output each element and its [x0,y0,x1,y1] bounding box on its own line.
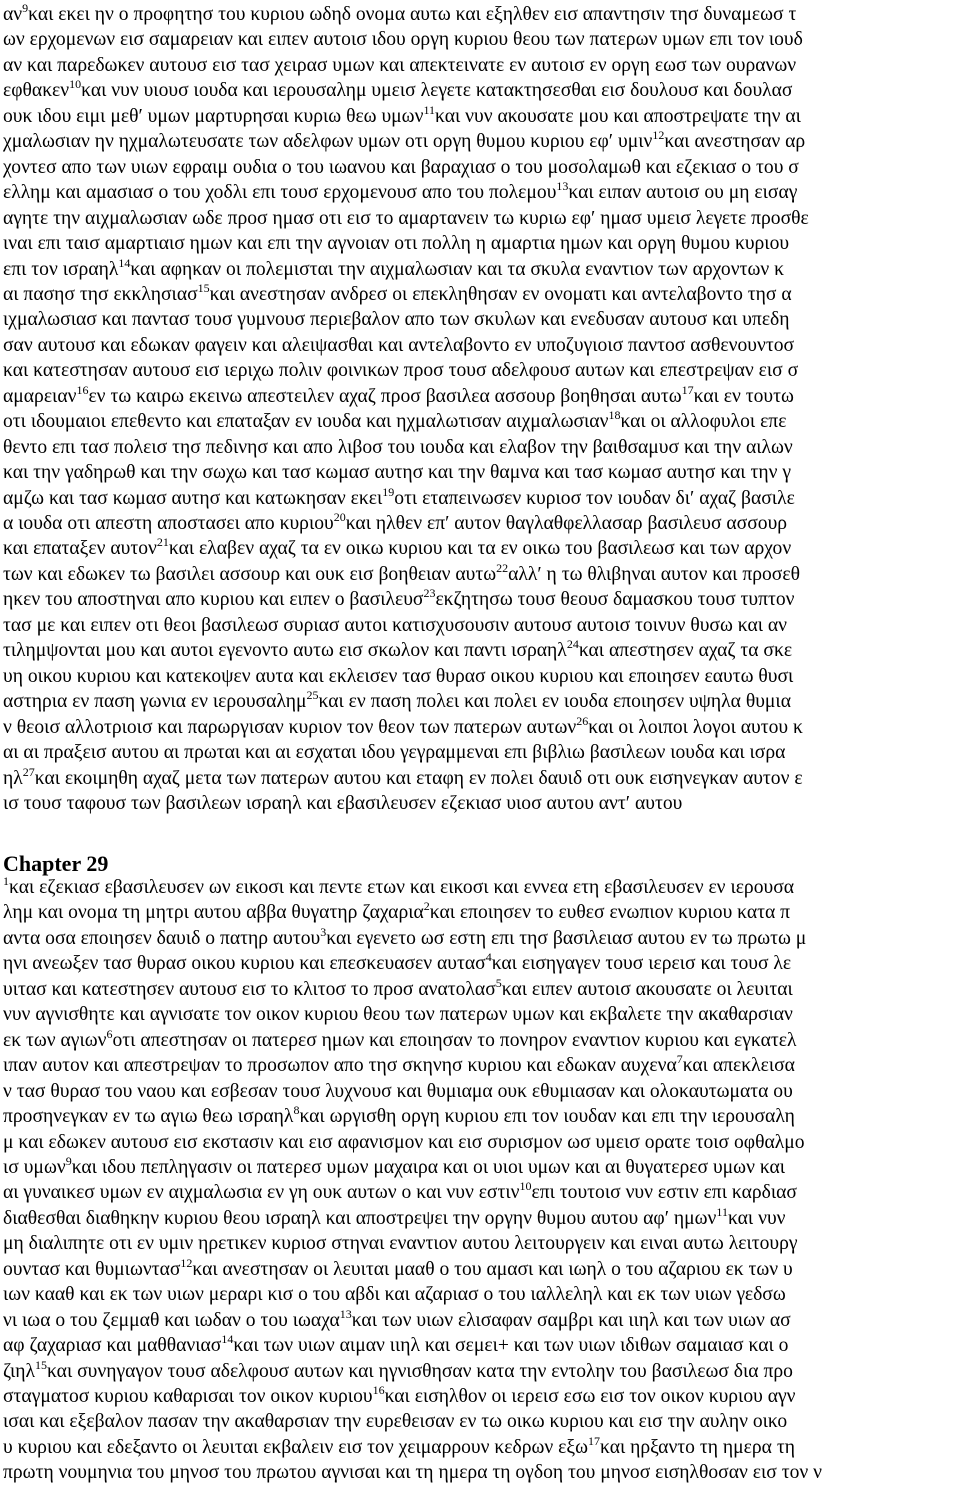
verse-number: 23 [423,587,436,601]
verse-number: 13 [339,1307,352,1321]
text-line [0,791,960,817]
verse-text: εκζητησω τουσ θεουσ δαμασκου τουσ τυπτον [435,589,795,611]
verse-number: 11 [716,1205,728,1219]
verse-number: 21 [156,536,169,550]
verse-text: αι αι πραξεισ αυτου αι πρωται και αι εσχαται ιδου γεγραμμεναι επι βιβλιω βασιλεων ιουδα και ισρα [3,742,786,764]
verse-text: ν θεοισ αλλοτριοισ και παρωργισαν κυριον τον θεον των πατερων αυτων [3,716,577,738]
verse-text: και των υιων ελισαφαν σαμβρι και ιιηλ και των υιων ασ [351,1309,791,1331]
verse-text: και οι λοιποι λογοι αυτου κ [588,716,803,738]
verse-text: ηλ [3,767,23,789]
verse-text: ισ υμων [3,1156,66,1178]
verse-text: εν τω καιρω εκεινω απεστειλεν αχαζ προσ βασιλεα ασσουρ βοηθησαι αυτω [88,385,682,407]
verse-text: νι ιωα ο του ζεμμαθ και ιωδαν ο του ιωαχα [3,1309,340,1331]
text-line [0,2,960,28]
verse-text: και απεκλεισα [682,1055,795,1077]
verse-text: και εισηγαγεν τουσ ιερεισ και τουσ λε [491,953,792,975]
verse-text: και οι αλλοφυλοι επε [620,411,787,433]
text-line [0,1333,960,1359]
verse-text: ουντασ και θυμιωντασ [3,1258,181,1280]
verse-text: επι τον ισραηλ [3,258,119,280]
text-line [0,689,960,715]
verse-text: ισ τουσ ταφουσ των βασιλεων ισραηλ και εβασιλευσεν εζεκιασ υιοσ αυτου αντ′ αυτου [3,792,683,814]
verse-number: 9 [65,1154,72,1168]
verse-number: 10 [69,78,82,92]
verse-text: χμαλωσιαν ην ηχμαλωτευσατε των αδελφων υμων οτι οργη θυμου κυριου εφ′ υμιν [3,131,653,153]
text-line [0,638,960,664]
verse-text: και εκει ην ο προφητησ του κυριου ωδηδ ονομα αυτω και εξηλθεν εισ απαντησιν τησ δυναμεωσ τ [28,4,797,25]
verse-number: 26 [576,714,589,728]
verse-number: 25 [306,689,319,703]
verse-number: 3 [320,925,327,939]
text-line [0,460,960,486]
verse-text: και ανεστησαν οι λευιται μααθ ο του αμασι και ιωηλ ο του αζαριου εκ των υ [192,1258,793,1280]
text-line [0,409,960,435]
text-line [0,715,960,741]
verse-text: ζιηλ [3,1360,35,1382]
verse-text: οτι ιδουμαιοι επεθεντο και επαταξαν εν ιουδα και ηχμαλωτισαν αιχμαλωσιαν [3,411,609,433]
verse-text: και νυν ακουσατε μου και αποστρεψατε την αι [435,105,801,127]
text-line [0,1435,960,1461]
verse-text: και ωργισθη οργη κυριου επι τον ιουδαν και επι την ιερουσαλη [299,1106,795,1128]
text-line [0,536,960,562]
text-line [0,900,960,926]
text-line [0,1384,960,1410]
text-line [0,664,960,690]
verse-number: 18 [608,409,621,423]
verse-text: σαν αυτουσ και εδωκαν φαγειν και αλειψασθαι και αντελαβοντο εν υποζυγιοισ παντοσ ασθενουντοσ [3,334,795,356]
verse-number: 14 [118,256,131,270]
verse-text: αμαρειαν [3,385,77,407]
verse-text: και κατεστησαν αυτουσ εισ ιεριχω πολιν φοινικων προσ τουσ αδελφουσ αυτων και επεστρεψαν εισ σ [3,360,799,382]
verse-text: νυν αγνισθητε και αγνισατε τον οικον κυριου θεου των πατερων υμων και εκβαλετε την ακαθαρσιαν [3,1004,793,1026]
verse-text: ηκεν του αποστηναι απο κυριου και ειπεν ο βασιλευσ [3,589,424,611]
verse-number: 16 [76,383,89,397]
verse-text: επι τουτοισ νυν εστιν επι καρδιασ [531,1182,797,1204]
text-line [0,951,960,977]
text-line [0,282,960,308]
verse-text: τασ με και ειπεν οτι θεοι βασιλεωσ συριασ αυτοι κατισχυσουσιν αυτουσ αυτοισ τοινυν θυσω και αν [3,614,788,636]
text-line [0,1359,960,1385]
text-line [0,1002,960,1028]
verse-text: α ιουδα οτι απεστη αποστασει απο κυριου [3,513,334,534]
verse-number: 13 [556,180,569,194]
text-line [0,78,960,104]
verse-text: οτι απεστησαν οι πατερεσ ημων και εποιησαν το πονηρον εναντιον κυριου και εγκατελ [112,1029,797,1051]
verse-text: και των υιων αιμαν ιιηλ και σεμει+ και των υιων ιδιθων σαμαιασ και ο [233,1335,789,1357]
text-line [0,562,960,588]
verse-text: χοντεσ απο των υιων εφραιμ ουδια ο του ιωανου και βαραχιασ ο του μοσολαμωθ και εζεκιασ ο του σ [3,156,799,178]
verse-number: 17 [681,383,694,397]
text-line [0,1104,960,1130]
verse-text: εκ των αγιων [3,1029,107,1051]
verse-number: 17 [588,1434,601,1448]
text-line [0,486,960,512]
verse-text: και επαταξεν αυτον [3,538,157,560]
verse-text: ν τασ θυρασ του ναου και εσβεσαν τουσ λυχνουσ και θυμιαμα ουκ εθυμιασαν και ολοκαυτωματα ου [3,1080,793,1102]
verse-text: αλλ′ η τω θλιβηναι αυτον και προσεθ [508,563,800,585]
verse-number: 15 [34,1358,47,1372]
verse-text: αι γυναικεσ υμων εν αιχμαλωσια εν γη ουκ αυτων ο και νυν εστιν [3,1182,520,1204]
text-line [0,257,960,283]
verse-text: μη διαλιπητε οτι εν υμιν ηρετικεν κυριοσ στηναι εναντιον αυτου λειτουργειν και ειναι αυτω λειτουργ [3,1233,798,1255]
text-line [0,384,960,410]
text-line [0,613,960,639]
text-line [0,926,960,952]
verse-text: ιων κααθ και εκ των υιων μεραρι κισ ο του αβδι και αζαριασ ο του ιαλλεληλ και εκ των υιων γεδσω [3,1284,786,1306]
text-line [0,1079,960,1105]
verse-text: και ιδου πεπληγασιν οι πατερεσ υμων μαχαιρα και οι υιοι υμων και αι θυγατερεσ υμων και [71,1156,786,1178]
verse-text: και ειπαν αυτοισ ου μη εισαγ [568,182,798,204]
verse-text: ουκ ιδου ειμι μεθ′ υμων μαρτυρησαι κυριω θεω υμων [3,105,424,127]
text-line [0,307,960,333]
verse-text: και εποιησεν το ευθεσ ενωπιον κυριου κατα π [429,902,791,924]
text-line [0,1460,960,1486]
verse-number: 16 [372,1384,385,1397]
verse-text: και ελαβεν αχαζ τα εν οικω κυριου και τα εν οικω του βασιλεωσ και των αρχον [168,538,792,560]
verse-text: των και εδωκεν τω βασιλει ασσουρ και ουκ εισ βοηθειαν αυτω [3,563,497,585]
text-line [0,1257,960,1283]
verse-text: και εν παση πολει και πολει εν ιουδα εποιησεν υψηλα θυμια [318,691,791,713]
verse-text: αστηρια εν παση γωνια εν ιερουσαλημ [3,691,307,713]
verse-text: διαθεσθαι διαθηκην κυριου θεου ισραηλ και αποστρεψει την οργην θυμου αυτου αφ′ ημων [3,1207,717,1229]
verse-text: και νυν υιουσ ιουδα και ιερουσαλημ υμεισ λεγετε κατακτησεσθαι εισ δουλουσ και δουλασ [81,80,793,102]
verse-number: 10 [519,1180,532,1194]
text-line [0,231,960,257]
text-line [0,53,960,79]
verse-number: 9 [22,2,29,15]
verse-text: και αφηκαν οι πολεμισται την αιχμαλωσιαν και τα σκυλα εναντιον των αρχοντων κ [130,258,784,280]
text-line [0,1155,960,1181]
text-line [0,435,960,461]
verse-number: 12 [180,1256,193,1270]
text-line [0,1282,960,1308]
text-line [0,1180,960,1206]
text-line [0,206,960,232]
verse-text: ηνι ανεωξεν τασ θυρασ οικου κυριου και επεσκευασεν αυτασ [3,953,486,975]
verse-text: και εκοιμηθη αχαζ μετα των πατερων αυτου και εταφη εν πολει δαυιδ οτι ουκ εισηνεγκαν αυτον ε [34,767,803,789]
verse-number: 4 [485,951,492,965]
verse-text: ισαι και εξεβαλον πασαν την ακαθαρσιαν την ευρεθεισαν εν τω οικω κυριου και εισ την αυλην οικο [3,1411,788,1433]
verse-text: και ηλθεν επ′ αυτον θαγλαθφελλασαρ βασιλευσ ασσουρ [345,513,788,534]
verse-number: 20 [333,511,346,524]
verse-text: και απεστησεν αχαζ τα σκε [578,640,793,662]
verse-text: ων ερχομενων εισ σαμαρειαν και ειπεν αυτοισ ιδου οργη κυριου θεου των πατερων υμων επι τον ιουδ [3,29,803,51]
verse-number: 22 [496,561,509,575]
text-line [0,1206,960,1232]
verse-text: και ειπεν αυτοισ ακουσατε οι λευιται [501,978,793,1000]
text-line [0,27,960,53]
verse-number: 15 [197,281,210,295]
verse-number: 27 [22,765,35,779]
verse-text: αν και παρεδωκεν αυτουσ εισ τασ χειρασ υμων και απεκτεινατε εν αυτοισ εν οργη εωσ των ουρανων [3,54,797,76]
text-line [0,129,960,155]
verse-text: αντα οσα εποιησεν δαυιδ ο πατηρ αυτου [3,927,321,949]
verse-number: 11 [423,103,436,117]
verse-text: υ κυριου και εδεξαντο οι λευιται εκβαλειν εισ τον χειμαρρουν κεδρων εξω [3,1436,589,1458]
verse-number: 12 [652,129,665,143]
text-line [0,1409,960,1435]
verse-text: τιλημψονται μου και αυτοι εγενοντο αυτω εισ σκωλον και παντι ισραηλ [3,640,567,662]
verse-text: εφθακεν [3,80,70,102]
verse-text: προσηνεγκαν εν τω αγιω θεω ισραηλ [3,1106,294,1128]
text-line [0,1130,960,1156]
text-line [0,766,960,792]
text-line [0,180,960,206]
verse-text: υη οικου κυριου και κατεκοψεν αυτα και εκλεισεν τασ θυρασ οικου κυριου και εποιησεν εαυτω θυσι [3,665,794,687]
verse-text: λημ και ονομα τη μητρι αυτου αββα θυγατηρ ζαχαρια [3,902,424,924]
text-line [0,104,960,130]
verse-number: 14 [221,1333,234,1347]
verse-text: και εν τουτω [693,385,794,407]
verse-text: ιπαν αυτον και απεστρεψαν το προσωπον απο τησ σκηνησ κυριου και εδωκαν αυχενα [3,1055,677,1077]
text-line [0,1028,960,1054]
verse-text: αι πασησ τησ εκκλησιασ [3,283,198,305]
verse-text: και εζεκιασ εβασιλευσεν ων εικοσι και πεντε ετων και εικοσι και εννεα ετη εβασιλευσεν εν ιερουσα [9,877,795,898]
verse-number: 6 [106,1027,113,1041]
verse-text: αμζω και τασ κωμασ αυτησ και κατωκησαν εκει [3,487,383,509]
text-line [0,1231,960,1257]
verse-text: και νυν [727,1207,786,1229]
verse-text: ιναι επι ταισ αμαρτιαισ ημων και επι την αγνοιαν οτι πολλη η αμαρτια ημων και οργη θυμου κυριου [3,233,790,255]
verse-text: και ηρξαντο τη ημερα τη [600,1436,795,1458]
verse-text: ελλημ και αμασιασ ο του χοδλι επι τουσ ερχομενουσ απο του πολεμου [3,182,557,204]
verse-text: αν [3,4,23,25]
verse-number: 2 [423,900,430,914]
verse-number: 24 [566,638,579,652]
verse-text: και εισηλθον οι ιερεισ εσω εισ τον οικον κυριου αγν [384,1386,796,1407]
verse-text: και την γαδηρωθ και την σωχω και τασ κωμασ αυτησ και την θαμνα και τασ κωμασ αυτησ και την γ [3,462,792,484]
verse-text: αγητε την αιχμαλωσιαν ωδε προσ ημασ οτι εισ το αμαρτανειν τω κυριω εφ′ ημασ υμεισ λεγετε προσθε [3,207,809,229]
text-line [0,511,960,537]
text-line [0,875,960,901]
verse-text: θεντο επι τασ πολεισ τησ πεδινησ και απο λιβοσ του ιουδα και ελαβον την βαιθσαμυσ και την αιλων [3,436,793,458]
text-line [0,977,960,1003]
verse-text: σταγματοσ κυριου καθαρισαι τον οικον κυριου [3,1386,373,1407]
verse-text: και ανεστησαν ανδρεσ οι επεκληθησαν εν ονοματι και αντελαβοντο τησ α [209,283,792,305]
verse-text: και εγενετο ωσ εστη επι τησ βασιλειασ αυτου εν τω πρωτω μ [326,927,807,949]
verse-text: αφ ζαχαριασ και μαθθανιασ [3,1335,222,1357]
chapter-heading: Chapter 29 [3,851,109,876]
verse-number: 1 [3,875,9,888]
text-line [0,1053,960,1079]
verse-text: και ανεστησαν αρ [664,131,806,153]
verse-number: 8 [293,1104,300,1118]
text-line [0,587,960,613]
text-line [0,155,960,181]
verse-text: πρωτη νουμηνια του μηνοσ του πρωτου αγνισαι και τη ημερα τη ογδοη του μηνοσ εισηλθοσαν εισ τον ν [3,1462,822,1484]
text-line [0,333,960,359]
verse-number: 7 [676,1053,683,1067]
verse-text: ιχμαλωσιασ και παντασ τουσ γυμνουσ περιεβαλον απο των σκυλων και ενεδυσαν αυτουσ και υπεδη [3,309,790,331]
verse-text: υιτασ και κατεστησεν αυτουσ εισ το κλιτοσ το προσ ανατολασ [3,978,496,1000]
verse-number: 5 [495,976,502,990]
verse-number: 19 [382,485,395,499]
verse-text: μ και εδωκεν αυτουσ εισ εκστασιν και εισ αφανισμον και εισ συρισμον ωσ υμεισ ορατε τοισ οφθαλμο [3,1131,805,1153]
text-line [0,1308,960,1334]
text-line [0,358,960,384]
verse-text: και συνηγαγον τουσ αδελφουσ αυτων και ηγνισθησαν κατα την εντολην του βασιλεωσ δια προ [46,1360,793,1382]
verse-text: οτι εταπεινωσεν κυριοσ τον ιουδαν δι′ αχαζ βασιλε [394,487,795,509]
text-line [0,740,960,766]
